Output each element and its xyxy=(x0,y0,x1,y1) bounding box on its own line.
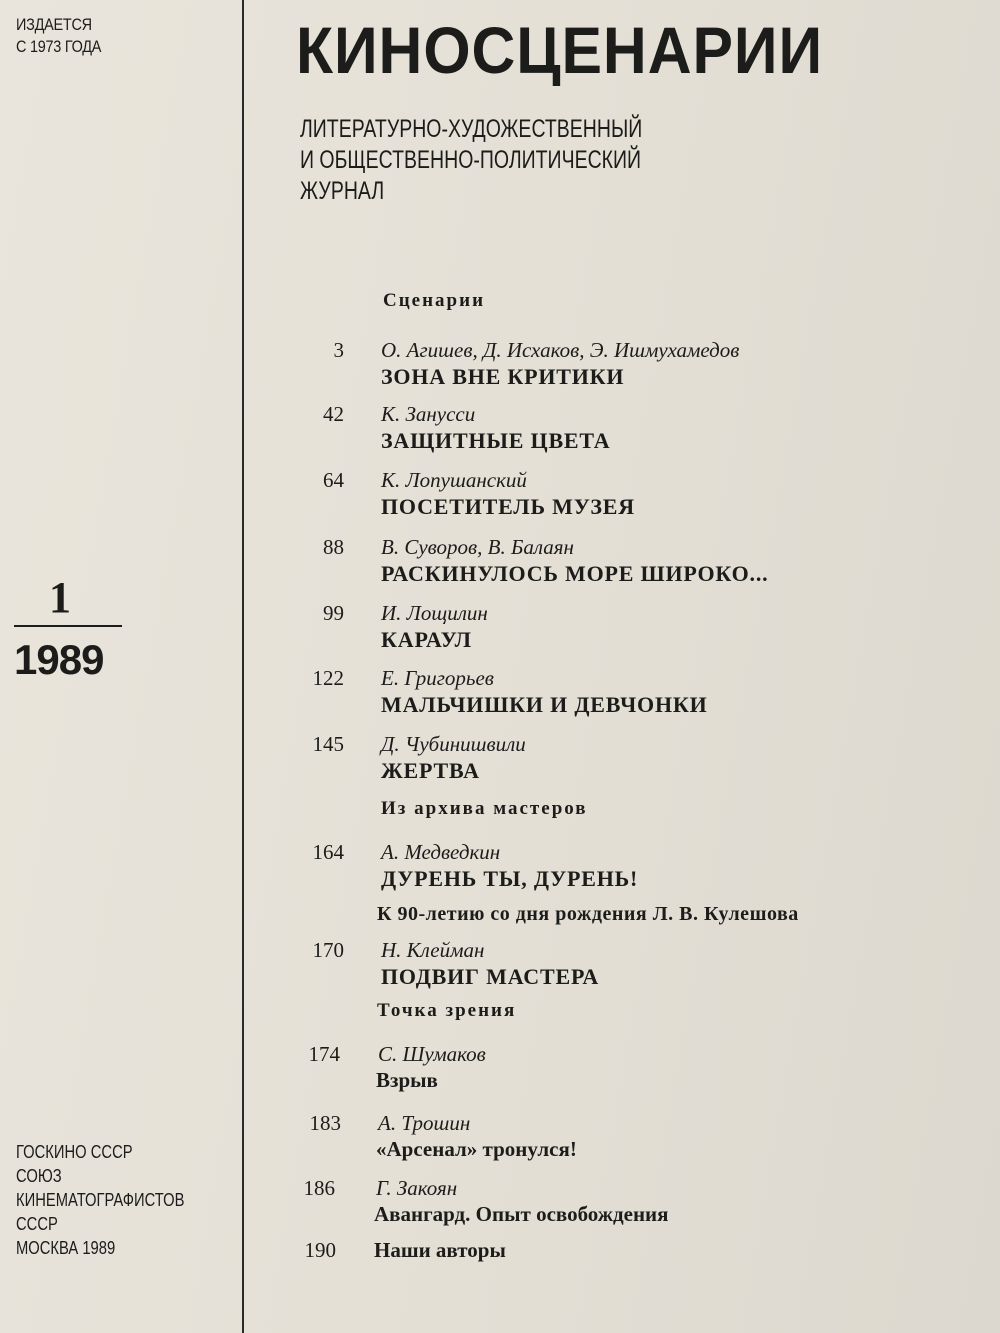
since-line: С 1973 ГОДА xyxy=(16,37,102,56)
page-number: 183 xyxy=(309,1111,341,1135)
subtitle-line: И ОБЩЕСТВЕННО-ПОЛИТИЧЕСКИЙ xyxy=(300,146,642,174)
entry-title: ПОСЕТИТЕЛЬ МУЗЕЯ xyxy=(381,494,635,519)
magazine-subtitle xyxy=(300,114,739,207)
publisher-line: КИНЕМАТОГРАФИСТОВ xyxy=(16,1190,185,1210)
magazine-title: КИНОСЦЕНАРИИ xyxy=(296,13,824,87)
entry-author: Е. Григорьев xyxy=(381,666,494,690)
entry-author: К. Занусси xyxy=(381,402,476,426)
entry-author: С. Шумаков xyxy=(378,1042,486,1066)
publisher-line: СОЮЗ xyxy=(16,1166,62,1186)
page-number: 3 xyxy=(333,338,344,362)
entry-title: Авангард. Опыт освобождения xyxy=(374,1202,669,1226)
issue-number: 1 xyxy=(49,573,71,622)
entry-title: ПОДВИГ МАСТЕРА xyxy=(381,964,600,989)
page-number: 122 xyxy=(312,666,344,690)
publication-since xyxy=(16,14,116,58)
publisher-line: МОСКВА 1989 xyxy=(16,1238,116,1258)
entry-title: РАСКИНУЛОСЬ МОРЕ ШИРОКО... xyxy=(381,561,769,586)
page-number: 145 xyxy=(312,732,344,756)
page-number: 170 xyxy=(312,938,344,962)
entry-title: ДУРЕНЬ ТЫ, ДУРЕНЬ! xyxy=(381,866,639,891)
entry-author: Д. Чубинишвили xyxy=(381,732,526,756)
entry-title: Взрыв xyxy=(376,1068,438,1092)
entry-title: Наши авторы xyxy=(374,1238,506,1262)
issue-year: 1989 xyxy=(14,636,104,683)
page-number: 42 xyxy=(323,402,344,426)
section-heading: К 90-летию со дня рождения Л. В. Кулешова xyxy=(377,903,799,925)
entry-author: К. Лопушанский xyxy=(381,468,527,492)
entry-title: «Арсенал» тронулся! xyxy=(376,1137,577,1161)
section-heading: Из архива мастеров xyxy=(381,798,588,819)
section-heading: Сценарии xyxy=(383,290,486,311)
entry-title: КАРАУЛ xyxy=(381,627,472,652)
page-number: 99 xyxy=(323,601,344,625)
since-line: ИЗДАЕТСЯ xyxy=(16,15,92,34)
entry-author: В. Суворов, В. Балаян xyxy=(381,535,574,559)
entry-title: ЗАЩИТНЫЕ ЦВЕТА xyxy=(381,428,611,453)
entry-title: МАЛЬЧИШКИ И ДЕВЧОНКИ xyxy=(381,692,708,717)
section-heading: Точка зрения xyxy=(377,1000,517,1021)
page-number: 88 xyxy=(323,535,344,559)
publisher-line: ГОСКИНО СССР xyxy=(16,1142,133,1162)
entry-title: ЖЕРТВА xyxy=(381,758,480,783)
entry-author: О. Агишев, Д. Исхаков, Э. Ишмухамедов xyxy=(381,338,740,362)
subtitle-line: ЖУРНАЛ xyxy=(300,177,385,205)
page-number: 64 xyxy=(323,468,344,492)
page-number: 186 xyxy=(303,1176,335,1200)
entry-author: Г. Закоян xyxy=(376,1176,458,1200)
publisher-line: СССР xyxy=(16,1214,58,1234)
entry-author: Н. Клейман xyxy=(381,938,485,962)
entry-author: А. Медведкин xyxy=(381,840,501,864)
entry-title: ЗОНА ВНЕ КРИТИКИ xyxy=(381,364,625,389)
page-number: 164 xyxy=(312,840,344,864)
page-number: 190 xyxy=(304,1238,336,1262)
entry-author: А. Трошин xyxy=(378,1111,471,1135)
subtitle-line: ЛИТЕРАТУРНО-ХУДОЖЕСТВЕННЫЙ xyxy=(300,115,643,143)
entry-author: И. Лощилин xyxy=(381,601,488,625)
page-number: 174 xyxy=(308,1042,340,1066)
